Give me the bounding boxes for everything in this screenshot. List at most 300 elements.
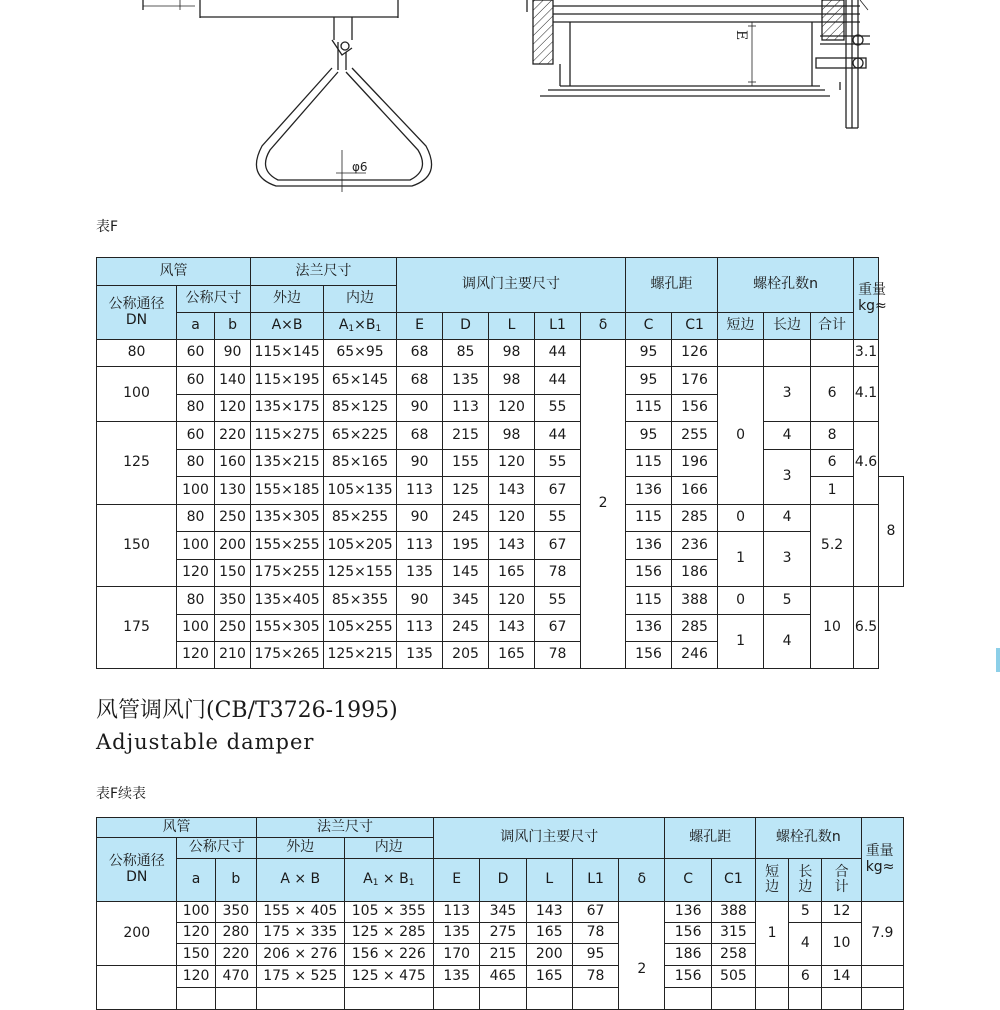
cell: 246 <box>672 642 718 669</box>
cell: 90 <box>397 587 443 615</box>
cell: 120 <box>177 966 215 988</box>
hdr-duct: 风管 <box>97 818 257 838</box>
cell-delta: 2 <box>619 902 665 1010</box>
cell: 285 <box>672 505 718 532</box>
cell: 113 <box>397 477 443 505</box>
hdr-total <box>822 859 861 902</box>
cell-short: 0 <box>718 505 764 532</box>
cell-total: 8 <box>879 477 904 587</box>
cell: 90 <box>215 340 251 367</box>
cell: 115 <box>626 587 672 615</box>
cell: 130 <box>215 477 251 505</box>
hdr-E: E <box>397 313 443 340</box>
table-row <box>97 902 904 923</box>
table-row <box>97 532 904 560</box>
cell: 143 <box>489 615 535 642</box>
cell: 135×175 <box>251 395 324 422</box>
cell-dn-cut <box>97 966 177 1010</box>
hdr-a: a <box>177 313 215 340</box>
cell: 113 <box>397 532 443 560</box>
cell-empty <box>711 988 755 1010</box>
cell: 186 <box>665 944 711 966</box>
table-row <box>97 422 904 450</box>
cell: 68 <box>397 340 443 367</box>
cell: 60 <box>177 422 215 450</box>
cell: 105 × 355 <box>344 902 434 923</box>
cell: 135 <box>434 966 480 988</box>
cell: 126 <box>672 340 718 367</box>
edge-tab-marker <box>996 648 1000 672</box>
cell-long: 5 <box>789 902 822 923</box>
table1-caption: 表F <box>96 219 119 235</box>
cell: 345 <box>480 902 526 923</box>
cell: 143 <box>489 477 535 505</box>
hdr-L1: L1 <box>572 859 618 902</box>
hdr-dn <box>97 838 177 902</box>
cell: 170 <box>434 944 480 966</box>
hdr-D: D <box>443 313 489 340</box>
cell: 280 <box>215 923 256 944</box>
cell-dn: 100 <box>97 367 177 422</box>
cell-empty <box>344 988 434 1010</box>
hdr-C1: C1 <box>672 313 718 340</box>
hdr-long-1: 长 <box>798 863 813 880</box>
table2-caption: 表F续表 <box>96 786 147 802</box>
cell: 258 <box>711 944 755 966</box>
cell: 120 <box>489 450 535 477</box>
handle-drawing <box>143 0 432 192</box>
hdr-A1-letter: A <box>363 870 373 887</box>
cell-empty <box>572 988 618 1010</box>
cell: 175 × 335 <box>256 923 344 944</box>
cell: 90 <box>397 450 443 477</box>
cell: 60 <box>177 340 215 367</box>
cell: 44 <box>535 340 581 367</box>
cell: 143 <box>526 902 572 923</box>
hdr-total-2: 计 <box>834 879 849 895</box>
cell: 135 <box>434 923 480 944</box>
hdr-flange: 法兰尺寸 <box>256 818 433 838</box>
hdr-AxB: A × B <box>256 859 344 902</box>
cell: 80 <box>177 587 215 615</box>
hdr-D: D <box>480 859 526 902</box>
cell: 135 <box>397 560 443 587</box>
cell: 345 <box>443 587 489 615</box>
cell-long: 5 <box>764 587 811 615</box>
hdr-dn-label: 公称通径 <box>108 296 165 313</box>
cell-total: 6 <box>811 367 854 422</box>
cell: 465 <box>480 966 526 988</box>
cell: 315 <box>711 923 755 944</box>
cell: 125 × 475 <box>344 966 434 988</box>
hdr-dn-code: DN <box>126 868 148 885</box>
hdr-dn <box>97 286 177 340</box>
cell: 150 <box>215 560 251 587</box>
cell: 250 <box>215 505 251 532</box>
cell: 176 <box>672 367 718 395</box>
cell-total: 14 <box>822 966 861 988</box>
cell: 105×135 <box>324 477 397 505</box>
section-drawing <box>527 0 870 128</box>
cell-dn: 200 <box>97 902 177 966</box>
cell: 65×95 <box>324 340 397 367</box>
cell-empty <box>789 988 822 1010</box>
hdr-damper: 调风门主要尺寸 <box>397 258 626 313</box>
hdr-dn-label: 公称通径 <box>108 853 165 870</box>
cell: 65×145 <box>324 367 397 395</box>
hdr-delta: δ <box>619 859 665 902</box>
hdr-total-1: 合 <box>834 863 849 880</box>
cell: 67 <box>535 477 581 505</box>
cell-dn: 125 <box>97 422 177 505</box>
cell: 120 <box>489 395 535 422</box>
cell-dn: 175 <box>97 587 177 669</box>
cell: 175×265 <box>251 642 324 669</box>
cell: 245 <box>443 615 489 642</box>
hdr-nominal: 公称尺寸 <box>177 838 257 859</box>
cell: 85 <box>443 340 489 367</box>
hdr-A1-times: ×B <box>354 316 376 333</box>
cell-short: 0 <box>718 367 764 505</box>
cell: 105×205 <box>324 532 397 560</box>
hdr-long-2: 边 <box>798 879 813 895</box>
cell: 275 <box>480 923 526 944</box>
hdr-pitch: 螺孔距 <box>665 818 756 859</box>
hdr-C: C <box>626 313 672 340</box>
cell: 120 <box>177 642 215 669</box>
cell: 95 <box>626 340 672 367</box>
cell-long: 6 <box>789 966 822 988</box>
hdr-AxB: A×B <box>251 313 324 340</box>
cell-empty <box>215 988 256 1010</box>
cell: 143 <box>489 532 535 560</box>
cell: 505 <box>711 966 755 988</box>
hdr-weight <box>854 258 887 340</box>
cell-total: 6 <box>811 450 854 477</box>
table-row <box>97 505 904 532</box>
cell: 125 × 285 <box>344 923 434 944</box>
cell: 115×145 <box>251 340 324 367</box>
cell: 285 <box>672 615 718 642</box>
cell: 100 <box>177 532 215 560</box>
cell: 160 <box>215 450 251 477</box>
table-row <box>97 988 904 1010</box>
cell: 165 <box>526 923 572 944</box>
cell: 90 <box>397 505 443 532</box>
cell: 255 <box>672 422 718 450</box>
cell: 120 <box>177 560 215 587</box>
hdr-total: 合计 <box>811 313 854 340</box>
cell: 68 <box>397 422 443 450</box>
hdr-C: C <box>665 859 711 902</box>
cell: 78 <box>572 966 618 988</box>
cell-weight: 7.9 <box>861 902 903 966</box>
hdr-L: L <box>489 313 535 340</box>
cell-short: 1 <box>718 532 764 587</box>
cell: 136 <box>626 615 672 642</box>
hdr-inner: 内边 <box>324 286 397 313</box>
hdr-short: 短边 <box>718 313 764 340</box>
cell: 156 <box>665 923 711 944</box>
hdr-L: L <box>526 859 572 902</box>
cell: 155 <box>443 450 489 477</box>
cell: 120 <box>489 587 535 615</box>
hdr-weight <box>861 818 903 902</box>
cell: 165 <box>489 560 535 587</box>
spec-table-1 <box>96 257 904 669</box>
cell: 113 <box>443 395 489 422</box>
cell: 68 <box>397 367 443 395</box>
cell-empty <box>718 340 764 367</box>
cell: 136 <box>626 477 672 505</box>
cell: 98 <box>489 340 535 367</box>
hdr-short <box>756 859 789 902</box>
hdr-A1-letter: A <box>338 316 349 333</box>
hdr-bolts: 螺栓孔数n <box>756 818 862 859</box>
cell: 80 <box>177 505 215 532</box>
cell: 135×405 <box>251 587 324 615</box>
hdr-E: E <box>434 859 480 902</box>
hdr-A1xB1: A1 × B1 <box>344 859 434 902</box>
cell-long: 4 <box>764 505 811 532</box>
dim-e-label: E <box>733 30 749 41</box>
cell: 115 <box>626 505 672 532</box>
cell: 136 <box>626 532 672 560</box>
cell-total: 12 <box>822 902 861 923</box>
cell: 90 <box>397 395 443 422</box>
hdr-L1: L1 <box>535 313 581 340</box>
cell: 125 <box>443 477 489 505</box>
cell: 55 <box>535 450 581 477</box>
cell: 165 <box>489 642 535 669</box>
hdr-long <box>789 859 822 902</box>
cell-weight <box>861 966 903 988</box>
cell: 206 × 276 <box>256 944 344 966</box>
cell: 60 <box>177 367 215 395</box>
hdr-outer: 外边 <box>251 286 324 313</box>
cell: 136 <box>665 902 711 923</box>
cell: 220 <box>215 944 256 966</box>
cell-empty <box>764 340 811 367</box>
cell-empty <box>526 988 572 1010</box>
cell: 350 <box>215 587 251 615</box>
cell: 125×215 <box>324 642 397 669</box>
cell: 145 <box>443 560 489 587</box>
cell: 165 <box>526 966 572 988</box>
cell: 67 <box>535 615 581 642</box>
cell: 156 <box>626 560 672 587</box>
cell: 200 <box>215 532 251 560</box>
cell: 55 <box>535 587 581 615</box>
cell: 388 <box>711 902 755 923</box>
cell: 3.1 <box>854 340 879 367</box>
table-row <box>97 367 904 395</box>
cell-total: 10 <box>811 587 854 669</box>
cell: 115 <box>626 450 672 477</box>
phi-label: φ6 <box>352 160 368 174</box>
cell: 156 × 226 <box>344 944 434 966</box>
cell: 44 <box>535 422 581 450</box>
cell: 220 <box>215 422 251 450</box>
cell: 155 × 405 <box>256 902 344 923</box>
cell: 388 <box>672 587 718 615</box>
cell-empty <box>665 988 711 1010</box>
hdr-weight-unit: kg≈ <box>865 858 895 875</box>
cell: 100 <box>177 477 215 505</box>
hdr-A1xB1: A1×B1 <box>324 313 397 340</box>
cell: 120 <box>489 505 535 532</box>
cell-empty <box>256 988 344 1010</box>
cell: 350 <box>215 902 256 923</box>
cell: 156 <box>665 966 711 988</box>
cell: 175×255 <box>251 560 324 587</box>
cell: 78 <box>535 642 581 669</box>
cell: 78 <box>572 923 618 944</box>
cell: 80 <box>177 450 215 477</box>
cell-dn: 150 <box>97 505 177 587</box>
cell-delta: 2 <box>581 340 626 669</box>
cell: 85×355 <box>324 587 397 615</box>
cell-empty <box>811 340 854 367</box>
damper-drawing <box>0 0 1000 210</box>
cell: 200 <box>526 944 572 966</box>
cell-long: 4 <box>764 615 811 669</box>
cell-short: 1 <box>756 902 789 966</box>
cell: 140 <box>215 367 251 395</box>
cell: 215 <box>480 944 526 966</box>
cell-weight: 4.1 <box>854 367 879 422</box>
cell: 115 <box>626 395 672 422</box>
cell-weight: 5.2 <box>811 505 854 587</box>
hdr-weight-unit: kg≈ <box>858 297 887 314</box>
cell: 80 <box>177 395 215 422</box>
cell: 155×255 <box>251 532 324 560</box>
cell: 156 <box>672 395 718 422</box>
cell: 105×255 <box>324 615 397 642</box>
hdr-long: 长边 <box>764 313 811 340</box>
cell: 55 <box>535 505 581 532</box>
cell: 44 <box>535 367 581 395</box>
cell: 85×165 <box>324 450 397 477</box>
table-row <box>97 340 904 367</box>
cell: 210 <box>215 642 251 669</box>
hdr-b: b <box>215 859 256 902</box>
cell: 186 <box>672 560 718 587</box>
cell: 55 <box>535 395 581 422</box>
table-row <box>97 966 904 988</box>
cell: 85×125 <box>324 395 397 422</box>
cell: 113 <box>397 615 443 642</box>
hdr-duct: 风管 <box>97 258 251 286</box>
cell: 65×225 <box>324 422 397 450</box>
cell-empty <box>434 988 480 1010</box>
cell: 100 <box>177 615 215 642</box>
cell: 95 <box>626 422 672 450</box>
cell-short <box>756 966 789 988</box>
cell: 175 × 525 <box>256 966 344 988</box>
cell-long: 3 <box>764 532 811 587</box>
cell: 135×305 <box>251 505 324 532</box>
cell: 135 <box>443 367 489 395</box>
cell: 113 <box>434 902 480 923</box>
cell-weight: 4.6 <box>854 422 879 505</box>
cell: 150 <box>177 944 215 966</box>
cell-empty <box>480 988 526 1010</box>
cell-short: 0 <box>718 587 764 615</box>
hdr-weight-label: 重量 <box>858 282 887 299</box>
cell: 135×215 <box>251 450 324 477</box>
cell: 195 <box>443 532 489 560</box>
hdr-C1: C1 <box>711 859 755 902</box>
hdr-flange: 法兰尺寸 <box>251 258 397 286</box>
hdr-weight-label: 重量 <box>865 843 894 860</box>
table-row <box>97 587 904 615</box>
cell: 215 <box>443 422 489 450</box>
cell: 135 <box>397 642 443 669</box>
hdr-short-1: 短 <box>765 863 780 880</box>
cell: 78 <box>535 560 581 587</box>
cell: 100 <box>177 902 215 923</box>
hdr-pitch: 螺孔距 <box>626 258 718 313</box>
cell: 115×275 <box>251 422 324 450</box>
cell: 85×255 <box>324 505 397 532</box>
cell: 125×155 <box>324 560 397 587</box>
table-row <box>97 615 904 642</box>
cell-empty <box>177 988 215 1010</box>
cell: 67 <box>572 902 618 923</box>
cell-long: 3 <box>764 367 811 422</box>
cell: 196 <box>672 450 718 477</box>
cell: 166 <box>672 477 718 505</box>
cell-long: 3 <box>764 450 811 505</box>
cell-weight: 6.5 <box>854 587 879 669</box>
hdr-b: b <box>215 313 251 340</box>
cell: 120 <box>177 923 215 944</box>
cell: 115×195 <box>251 367 324 395</box>
cell: 67 <box>535 532 581 560</box>
cell: 95 <box>572 944 618 966</box>
cell: 120 <box>215 395 251 422</box>
cell: 156 <box>626 642 672 669</box>
cell: 236 <box>672 532 718 560</box>
cell-empty <box>756 988 789 1010</box>
hdr-a: a <box>177 859 215 902</box>
hdr-dn-code: DN <box>125 311 148 328</box>
section-title-cn: 风管调风门(CB/T3726-1995) <box>96 698 398 723</box>
cell: 470 <box>215 966 256 988</box>
hdr-outer: 外边 <box>256 838 344 859</box>
hdr-A1-times: × B <box>378 870 409 887</box>
cell-short: 1 <box>811 477 854 505</box>
hdr-bolts: 螺栓孔数n <box>718 258 854 313</box>
hdr-damper: 调风门主要尺寸 <box>434 818 665 859</box>
cell-long: 4 <box>764 422 811 450</box>
cell-empty <box>822 988 861 1010</box>
hdr-nominal: 公称尺寸 <box>177 286 251 313</box>
section-title-en: Adjustable damper <box>96 730 315 754</box>
cell: 250 <box>215 615 251 642</box>
cell-total: 10 <box>822 923 861 966</box>
cell: 80 <box>97 340 177 367</box>
cell: 155×305 <box>251 615 324 642</box>
cell: 98 <box>489 422 535 450</box>
spec-table-2 <box>96 817 904 1010</box>
cell: 245 <box>443 505 489 532</box>
table-row <box>97 450 904 477</box>
cell-short: 1 <box>718 615 764 669</box>
cell-empty <box>861 988 903 1010</box>
cell: 205 <box>443 642 489 669</box>
